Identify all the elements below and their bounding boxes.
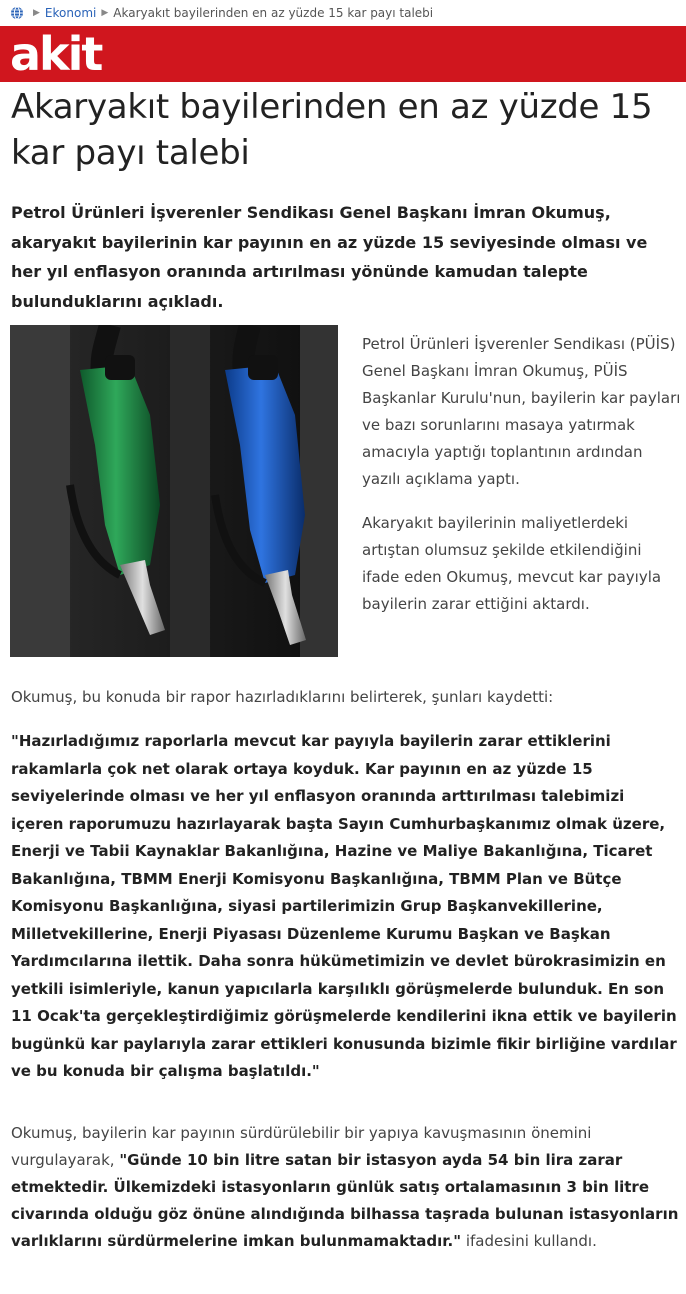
fuel-nozzles-image [10,325,338,657]
site-logo[interactable]: akit [10,27,102,81]
closing-end: ifadesini kullandı. [461,1232,597,1250]
closing-text: Okumuş, bayilerin kar payının sürdürülebilir bir yapıya kavuşmasının önemini vurgulayarak, [11,1124,592,1169]
body-paragraph: Akaryakıt bayilerinin maliyetlerdeki artıştan olumsuz şekilde etkilendiğini ifade eden Okumuş, mevcut kar payıyla bayilerin zarar ettiğini aktardı. [362,514,662,613]
breadcrumb-separator-icon: ▶ [101,8,109,18]
article-lead: Petrol Ürünleri İşverenler Sendikası Genel Başkanı İmran Okumuş, akaryakıt bayilerinin kar payının en az yüzde 15 seviyesinde olması ve her yıl enflasyon oranında artırılması yönünde kamudan talepte bulunduklarını açıkladı. [11,203,648,311]
article-photo [10,325,338,657]
breadcrumb [0,0,686,26]
side-text [362,331,682,635]
closing-quote: "Günde 10 bin litre satan bir istasyon ayda 54 bin lira zarar etmektedir. Ülkemizdeki istasyonların günlük satış ortalamasının 3 bin litre civarında olduğu göz önüne alındığında bilhassa taşrada bulunan istasyonların varlıklarını sürdürmelerine imkan bulunmamaktadır." [11,1151,679,1250]
body-paragraph: Okumuş, bu konuda bir rapor hazırladıklarını belirterek, şunları kaydetti: [11,688,554,706]
breadcrumb-category-link[interactable]: Ekonomi [44,6,97,20]
closing-paragraph [11,1120,679,1255]
globe-icon [10,6,24,20]
article-title: Akaryakıt bayilerinden en az yüzde 15 kar payı talebi [11,87,653,173]
breadcrumb-current: Akaryakıt bayilerinden en az yüzde 15 kar payı talebi [113,6,434,20]
quote-paragraph: "Hazırladığımız raporlarla mevcut kar payıyla bayilerin zarar ettiklerini rakamlarla çok net olarak ortaya koyduk. Kar payının en az yüzde 15 seviyelerinde olması ve her yıl enflasyon oranında arttırılması talebimizi içeren raporumuzu hazırlayarak başta Sayın Cumhurbaşkanımız olmak üzere, Enerji ve Tabii Kaynaklar Bakanlığına, Hazine ve Maliye Bakanlığına, Ticaret Bakanlığına, TBMM Enerji Komisyonu Başkanlığına, TBMM Plan ve Bütçe Komisyonu Başkanlığına, siyasi partilerimizin Grup Başkanvekillerine, Milletvekillerine, Enerji Piyasası Düzenleme Kurumu Başkan ve Başkan Yardımcılarına ilettik. Daha sonra hükümetimizin ve devlet bürokrasimizin en yetkili isimleriyle, kanun yapıcılarla karşılıklı görüşmelerde bulunduk. En son 11 Ocak'ta gerçekleştirdiğimiz görüşmelerde kendilerini ikna ettik ve bayilerin bugünkü kar paylarıyla zarar ettikleri konusunda bizimle fikir birliğine vardılar ve bu konuda bir çalışma başlatıldı." [11,732,677,1080]
breadcrumb-separator-icon: ▶ [33,8,40,18]
body-paragraph: Petrol Ürünleri İşverenler Sendikası (PÜİS) Genel Başkanı İmran Okumuş, PÜİS Başkanlar Kurulu'nun, bayilerin kar payları ve bazı sorunlarını masaya yatırmak amacıyla yaptığı toplantının ardından yazılı açıklama yaptı. [362,335,681,488]
brand-bar [0,26,686,82]
